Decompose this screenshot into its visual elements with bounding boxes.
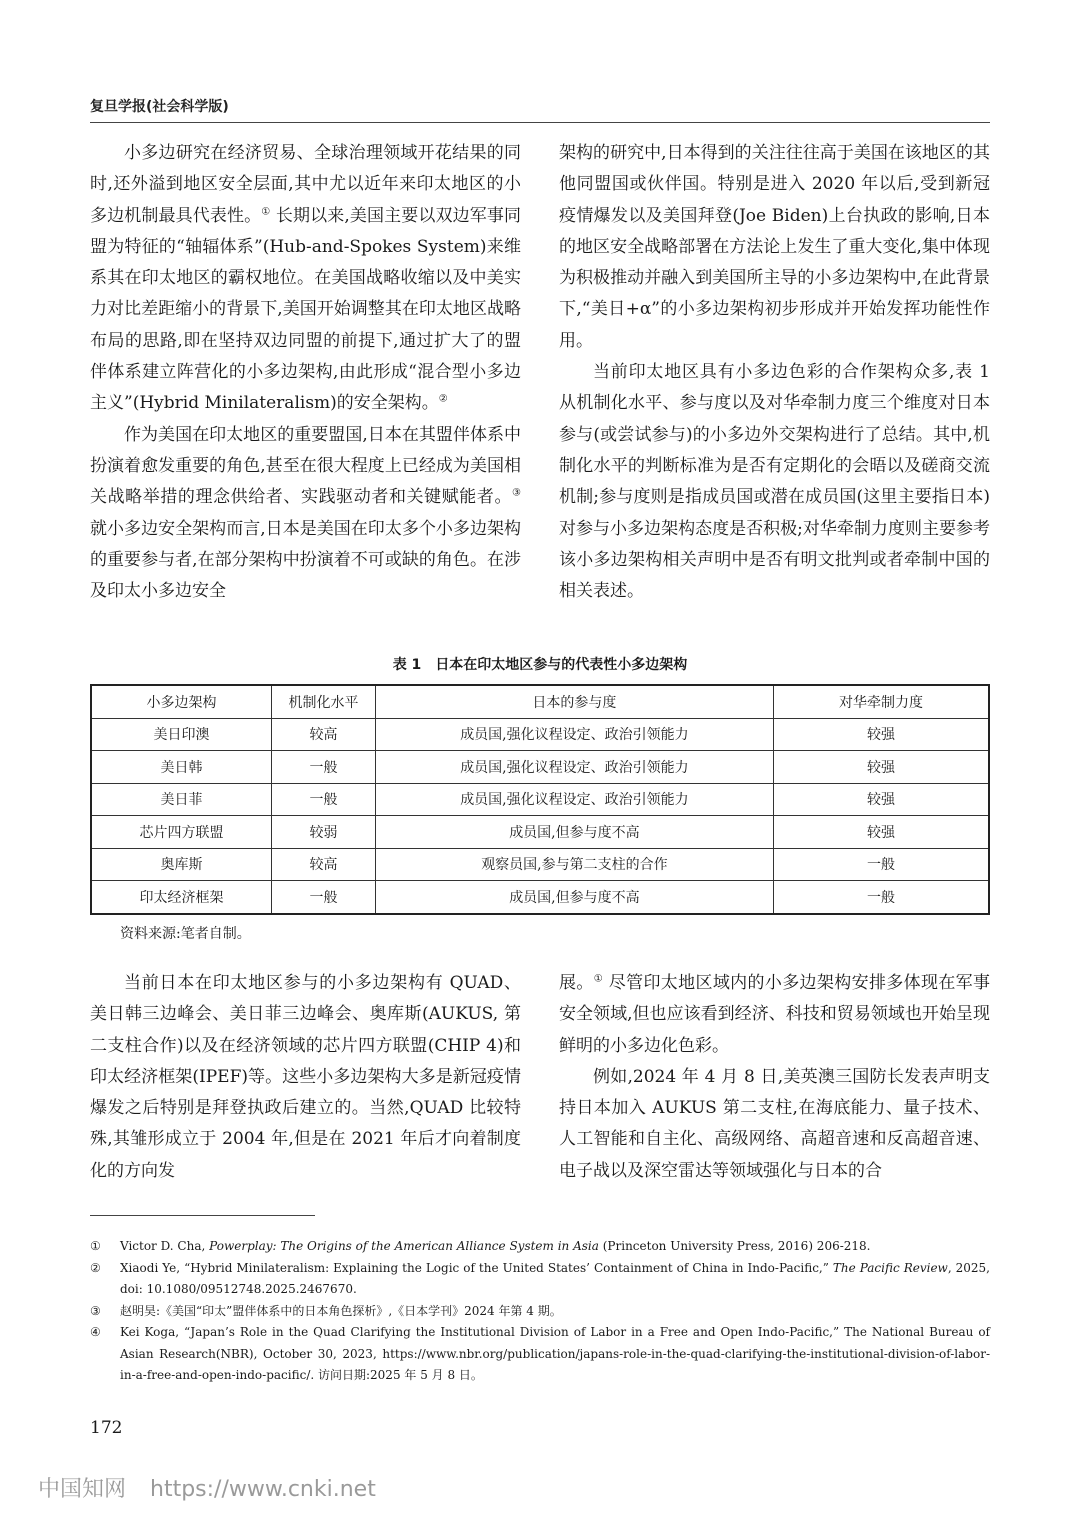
text-run: 作为美国在印太地区的重要盟国,日本在其盟伴体系中扮演着愈发重要的角色,甚至在很大程度上已经成为美国相关战略举措的理念供给者、实践驱动者和关键赋能者。 [90,424,521,508]
watermark-url: https://www.cnki.net [150,1477,376,1502]
text-run: 就小多边安全架构而言,日本是美国在印太多个小多边架构的重要参与者,在部分架构中扮演着不可或缺的角色。在涉及印太小多边安全 [90,518,521,602]
footnote-marker: ② [90,1260,101,1275]
text-column-4 [559,968,990,1187]
text-run: 当前印太地区具有小多边色彩的合作架构众多,表 1 从机制化水平、参与度以及对华牵制力度三个维度对日本参与(或尝试参与)的小多边外交架构进行了总结。其中,机制化水平的判断标准为是否有定期化的会晤以及磋商交流机制;参与度则是指成员国或潜在成员国(这里主要指日本)对参与小多边架构态度是否积极;对华牵制力度则主要参考该小多边架构相关声明中是否有明文批判或者牵制中国的相关表述。 [559,362,990,602]
text-column-3 [90,968,521,1187]
header-rule [90,122,990,123]
table-source-note: 资料来源:笔者自制。 [120,926,251,942]
watermark [38,1472,376,1503]
table-header-cell: 小多边架构 [91,685,272,718]
table-cell: 美日韩 [91,751,272,784]
table-cell: 成员国,强化议程设定、政治引领能力 [375,783,773,816]
table-cell: 印太经济框架 [91,881,272,914]
footnote [90,1258,990,1301]
table-cell: 一般 [272,881,376,914]
footnote-ref: ① [593,973,604,985]
footnote [90,1322,990,1387]
text-run: Xiaodi Ye, “Hybrid Minilateralism: Explaining the Logic of the United States’ Containment of China in Indo-Pacific,” [120,1260,833,1275]
table-title: 日本在印太地区参与的代表性小多边架构 [435,657,688,673]
text-column-2 [559,138,990,607]
text-run: Victor D. Cha, [120,1239,210,1253]
table-header-row [91,685,989,718]
footnotes [90,1236,990,1387]
body-paragraph [90,138,521,420]
table-cell: 美日菲 [91,783,272,816]
footnote-ref: ③ [512,487,521,499]
body-paragraph [559,968,990,1062]
table-cell: 一般 [272,783,376,816]
table-cell: 成员国,强化议程设定、政治引领能力 [375,718,773,751]
watermark-brand: 中国知网 [38,1477,127,1502]
body-paragraph [90,420,521,608]
italic-title: The Pacific Review [832,1260,948,1275]
body-paragraph [559,357,990,607]
footnote-marker: ④ [90,1325,101,1339]
running-head: 复旦学报(社会科学版) [90,99,229,115]
table-row [91,783,989,816]
data-table [90,684,990,915]
table-cell: 较强 [773,718,989,751]
table-cell: 奥库斯 [91,848,272,881]
footnote [90,1236,990,1258]
table-cell: 较高 [272,848,376,881]
text-run: Kei Koga, “Japan’s Role in the Quad Clarifying the Institutional Division of Labor in a Free and Open Indo-Pacific,” The National Bureau of Asian Research(NBR), October 30, 2023, https://www.nbr.org/publication/japans-role-in-the-quad-clarifying-the-institutional-division-of-labor-in-a-free-and-open-indo-pacific/. 访问日期:2025 年 5 月 8 日。 [120,1325,990,1382]
text-run: (Princeton University Press, 2016) 206-218. [598,1239,871,1253]
footnote-ref: ② [438,393,448,405]
table-cell: 较高 [272,718,376,751]
table-cell: 较强 [773,783,989,816]
table-row [91,848,989,881]
text-run: , 2025, doi: 10.1080/09512748.2025.2467670. [120,1260,990,1296]
table-number: 表 1 [392,657,422,673]
table-cell: 成员国,但参与度不高 [375,816,773,849]
table-header-cell: 机制化水平 [272,685,376,718]
text-run: 长期以来,美国主要以双边军事同盟为特征的“轴辐体系”(Hub-and-Spokes System)来维系其在印太地区的霸权地位。在美国战略收缩以及中美实力对比差距缩小的背景下,美国开始调整其在印太地区战略布局的思路,即在坚持双边同盟的前提下,通过扩大了的盟伴体系建立阵营化的小多边架构,由此形成“混合型小多边主义”(Hybrid Minilateralism)的安全架构。 [90,205,522,414]
table-body [91,718,989,914]
italic-title: Powerplay: The Origins of the American Alliance System in Asia [209,1239,599,1253]
table-row [91,751,989,784]
text-run: 赵明昊:《美国“印太”盟伴体系中的日本角色探析》,《日本学刊》2024 年第 4 期。 [120,1303,562,1318]
table-row [91,816,989,849]
table-cell: 一般 [773,848,989,881]
footnote [90,1301,990,1323]
table-header-cell: 日本的参与度 [375,685,773,718]
table-cell: 较弱 [272,816,376,849]
text-run: 例如,2024 年 4 月 8 日,美英澳三国防长发表声明支持日本加入 AUKUS 第二支柱,在海底能力、量子技术、人工智能和自主化、高级网络、高超音速和反高超音速、电子战以及深空雷达等领域强化与日本的合 [559,1066,990,1181]
table-row [91,881,989,914]
table-cell: 成员国,但参与度不高 [375,881,773,914]
table-cell: 成员国,强化议程设定、政治引领能力 [375,751,773,784]
text-run: 尽管印太地区域内的小多边架构安排多体现在军事安全领域,但也应该看到经济、科技和贸易领域也开始呈现鲜明的小多边化色彩。 [559,973,991,1056]
text-run: 小多边研究在经济贸易、全球治理领域开花结果的同时,还外溢到地区安全层面,其中尤以近年来印太地区的小多边机制最具代表性。 [90,143,521,226]
table-cell: 一般 [272,751,376,784]
table-caption [90,654,990,674]
table-cell: 较强 [773,816,989,849]
body-paragraph [559,138,990,357]
page-number: 172 [90,1418,123,1438]
footnote-marker: ① [90,1239,101,1253]
table-cell: 芯片四方联盟 [91,816,272,849]
footnote-ref: ① [261,205,271,217]
table-cell: 较强 [773,751,989,784]
table-cell: 美日印澳 [91,718,272,751]
table-row [91,718,989,751]
body-paragraph [90,968,521,1187]
footnote-rule [90,1215,315,1216]
text-column-1 [90,138,521,607]
footnote-marker: ③ [90,1303,101,1318]
text-run: 当前日本在印太地区参与的小多边架构有 QUAD、美日韩三边峰会、美日菲三边峰会、奥库斯(AUKUS, 第二支柱合作)以及在经济领域的芯片四方联盟(CHIP 4)和印太经济框架(IPEF)等。这些小多边架构大多是新冠疫情爆发之后特别是拜登执政后建立的。当然,QUAD 比较特殊,其雏形成立于 2004 年,但是在 2021 年后才向着制度化的方向发 [90,973,521,1181]
text-run: 展。 [559,973,594,993]
table-header-cell: 对华牵制力度 [773,685,989,718]
table-cell: 一般 [773,881,989,914]
table-cell: 观察员国,参与第二支柱的合作 [375,848,773,881]
body-paragraph [559,1062,990,1187]
text-run: 架构的研究中,日本得到的关注往往高于美国在该地区的其他同盟国或伙伴国。特别是进入 2020 年以后,受到新冠疫情爆发以及美国拜登(Joe Biden)上台执政的影响,日本的地区安全战略部署在方法论上发生了重大变化,集中体现为积极推动并融入到美国所主导的小多边架构中,在此背景下,“美日+α”的小多边架构初步形成并开始发挥功能性作用。 [559,143,990,351]
